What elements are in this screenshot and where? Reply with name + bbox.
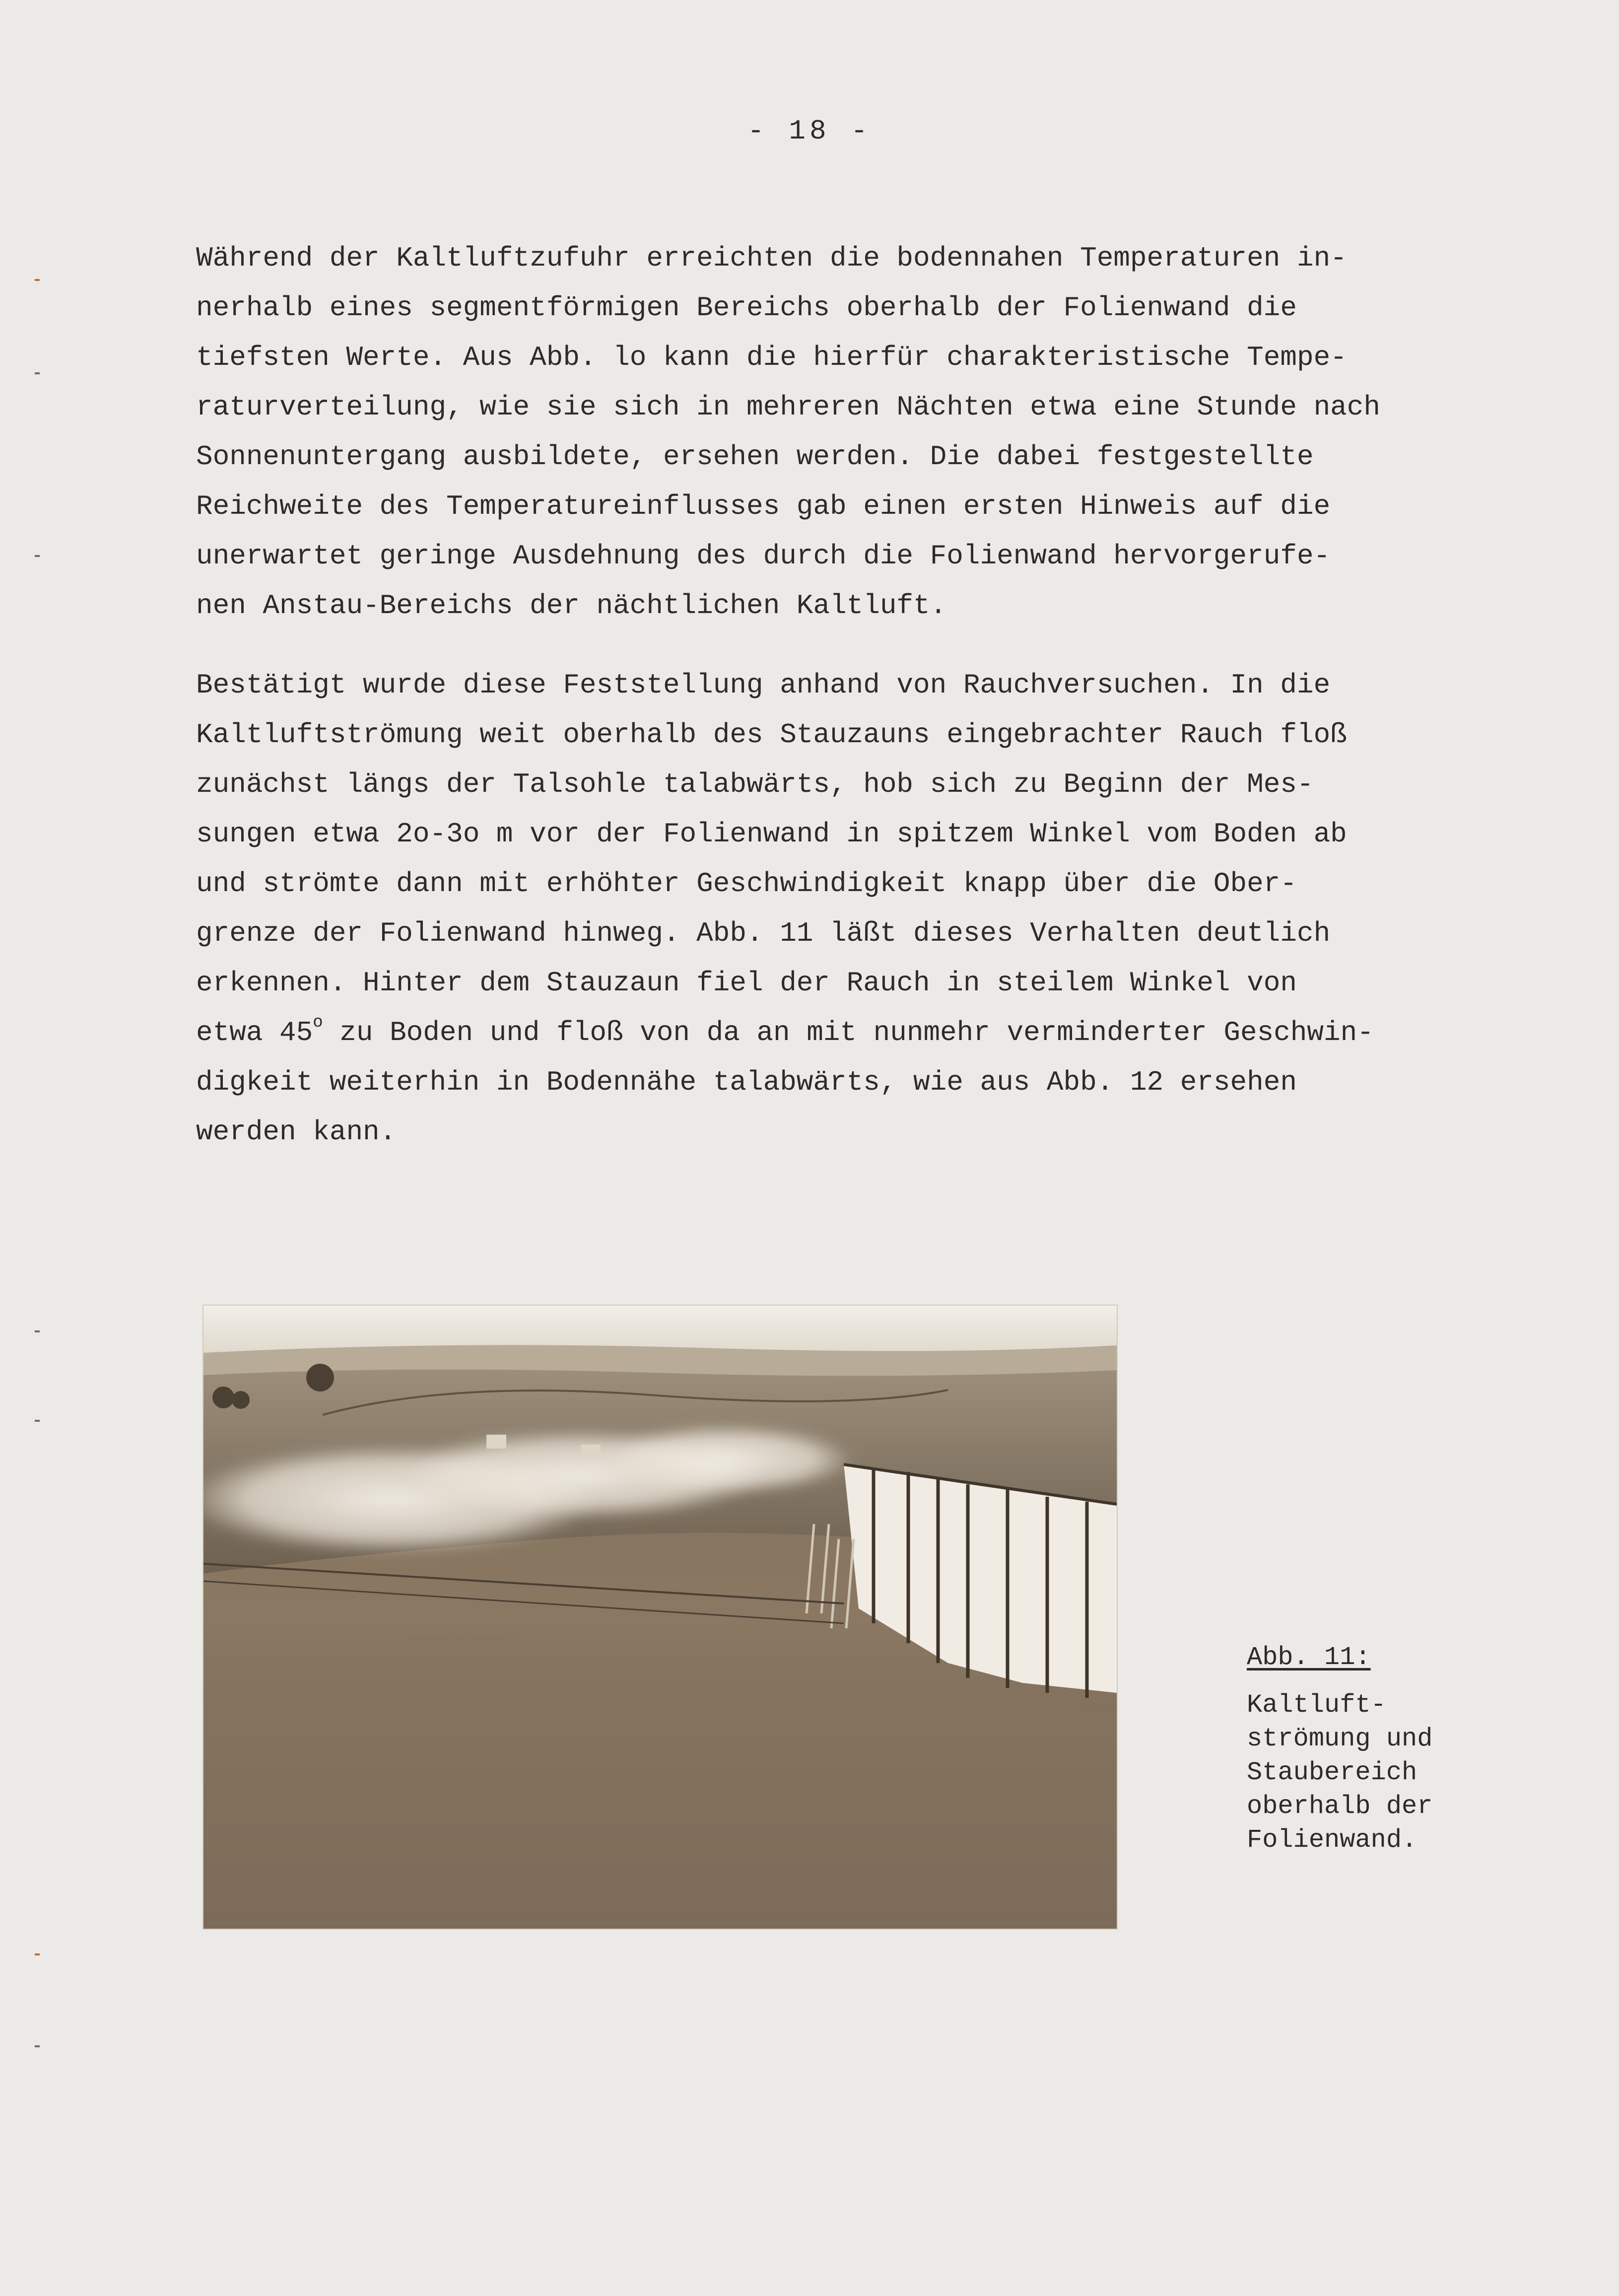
margin-mark (35, 2045, 40, 2047)
field-photo (203, 1306, 1117, 1929)
degree-prefix: etwa 45 (196, 1017, 313, 1048)
figure-caption (1247, 1641, 1432, 1857)
text-line: nen Anstau-Bereichs der nächtlichen Kaltluft. (196, 590, 947, 622)
text-line: digkeit weiterhin in Bodennähe talabwärts, wie aus Abb. 12 ersehen (196, 1066, 1297, 1098)
caption-line: strömung und (1247, 1724, 1433, 1753)
text-line: raturverteilung, wie sie sich in mehreren Nächten etwa eine Stunde nach (196, 391, 1380, 423)
text-line: Kaltluftströmung weit oberhalb des Stauzauns eingebrachter Rauch floß (196, 719, 1347, 751)
caption-line: Kaltluft- (1247, 1690, 1386, 1720)
text-line: Reichweite des Temperatureinflusses gab einen ersten Hinweis auf die (196, 490, 1331, 522)
paragraph-temperature (196, 233, 1486, 630)
page-number: - 18 - (747, 115, 872, 147)
margin-mark (35, 555, 40, 557)
text-line: nerhalb eines segmentförmigen Bereichs oberhalb der Folienwand die (196, 292, 1297, 324)
text-line: erkennen. Hinter dem Stauzaun fiel der Rauch in steilem Winkel von (196, 967, 1297, 999)
margin-mark (35, 279, 40, 281)
margin-mark (35, 1330, 40, 1332)
caption-line: Folienwand. (1247, 1825, 1417, 1855)
text-line: Während der Kaltluftzufuhr erreichten die bodennahen Temperaturen in- (196, 242, 1347, 274)
text-line: tiefsten Werte. Aus Abb. lo kann die hierfür charakteristische Tempe- (196, 342, 1347, 373)
text-line: Bestätigt wurde diese Feststellung anhand von Rauchversuchen. In die (196, 669, 1331, 701)
text-line-degree (196, 1008, 1486, 1057)
text-line: unerwartet geringe Ausdehnung des durch die Folienwand hervorgerufe- (196, 540, 1331, 572)
margin-mark (35, 1420, 40, 1422)
paragraph-smoke-tests (196, 660, 1486, 1157)
margin-mark (35, 1953, 40, 1955)
text-line: und strömte dann mit erhöhter Geschwindigkeit knapp über die Ober- (196, 868, 1297, 900)
text-line: Sonnenuntergang ausbildete, ersehen werden. Die dabei festgestellte (196, 441, 1314, 473)
caption-line: oberhalb der (1247, 1792, 1433, 1821)
caption-line: Staubereich (1247, 1758, 1417, 1787)
caption-title: Abb. 11: (1247, 1643, 1371, 1672)
degree-suffix: zu Boden und floß von da an mit nunmehr verminderter Geschwin- (323, 1017, 1374, 1048)
degree-superscript: o (313, 1013, 323, 1032)
text-line: grenze der Folienwand hinweg. Abb. 11 läßt dieses Verhalten deutlich (196, 917, 1331, 949)
text-line: sungen etwa 2o-3o m vor der Folienwand in spitzem Winkel vom Boden ab (196, 818, 1347, 850)
text-line: werden kann. (196, 1116, 397, 1148)
text-line: zunächst längs der Talsohle talabwärts, hob sich zu Beginn der Mes- (196, 768, 1314, 800)
margin-mark (35, 372, 40, 374)
photo-illustration (203, 1306, 1117, 1929)
